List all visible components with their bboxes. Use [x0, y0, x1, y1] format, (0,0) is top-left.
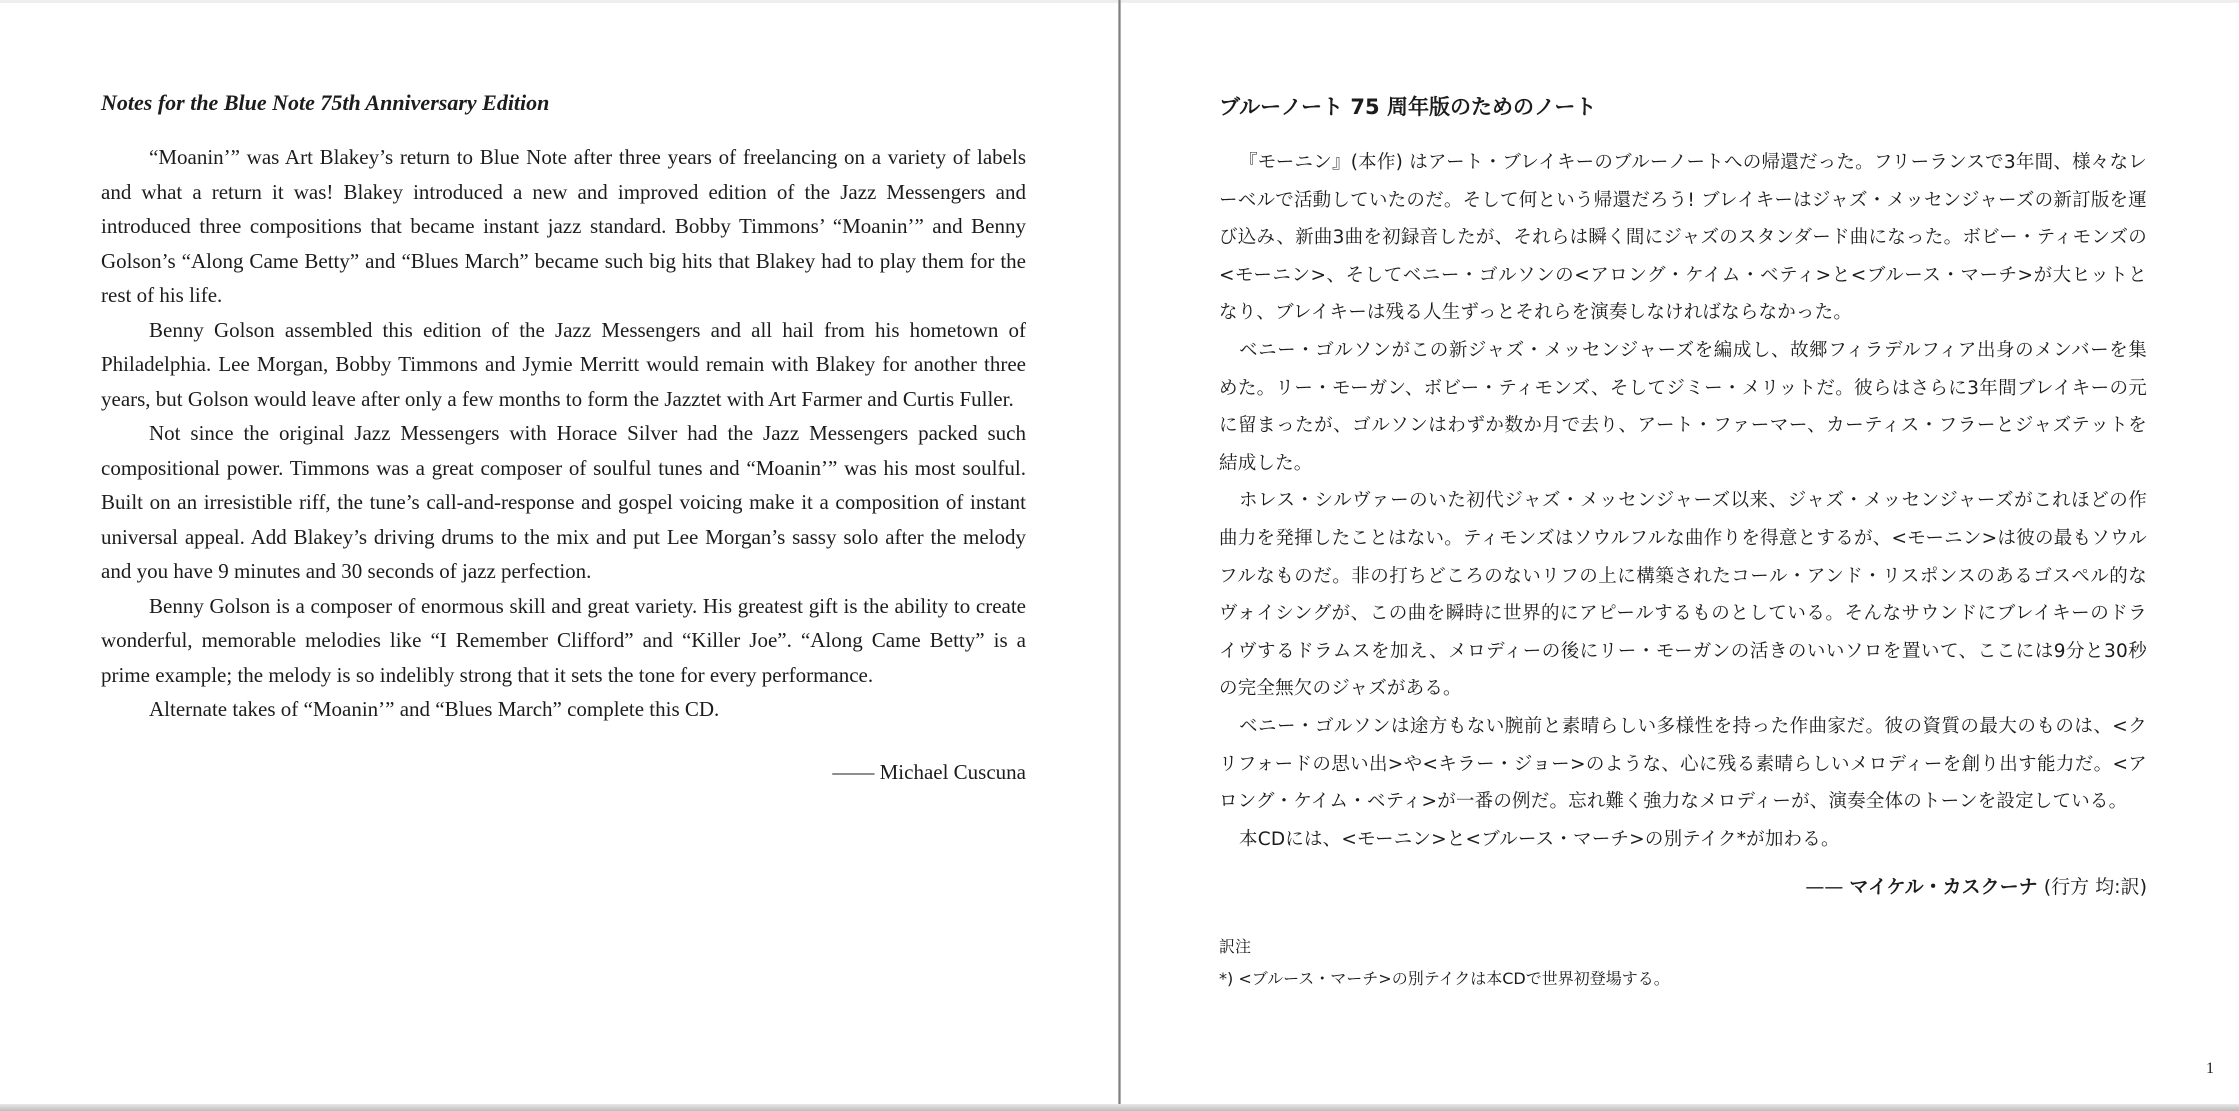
signature-name: マイケル・カスクーナ: [1849, 876, 2038, 899]
english-paragraph-4: Benny Golson is a composer of enormous skill and great variety. His greatest gift is the ability to create wonderful, memorable melodies like “I Remember Clifford” and “Killer Joe”. “Along Came Betty” is a prime example; the melody is so indelibly strong that it sets the tone for every performance.: [101, 593, 1026, 687]
page-number: 1: [2206, 1060, 2214, 1077]
english-paragraph-1: “Moanin’” was Art Blakey’s return to Blue Note after three years of freelancing on a variety of labels and what a return it was! Blakey introduced a new and improved edition of the Jazz Messengers and introduced three compositions that became instant jazz standard. Bobby Timmons’ “Moanin’” and Benny Golson’s “Along Came Betty” and “Blues March” became such big hits that Blakey had to play them for the rest of his life.: [101, 145, 1026, 307]
japanese-signature: [1219, 870, 2147, 904]
english-paragraph-3: Not since the original Jazz Messengers with Horace Silver had the Jazz Messengers packed such compositional power. Timmons was a great composer of soulful tunes and “Moanin’” was his most soulful. Built on an irresistible riff, the tune’s call-and-response and gospel voicing make it a composition of instant universal appeal. Add Blakey’s driving drums to the mix and put Lee Morgan’s sassy solo after the melody and you have 9 minutes and 30 seconds of jazz perfection.: [101, 421, 1026, 583]
japanese-title: ブルーノート 75 周年版のためのノート: [1219, 95, 1597, 119]
left-page: [101, 88, 1026, 789]
bottom-edge: [0, 1104, 2239, 1111]
translator-note-item: *) <ブルース・マーチ>の別テイクは本CDで世界初登場する。: [1219, 969, 1670, 989]
english-title: Notes for the Blue Note 75th Anniversary Edition: [101, 90, 550, 115]
english-paragraph-5: Alternate takes of “Moanin’” and “Blues March” complete this CD.: [149, 697, 720, 721]
translator-notes-heading: 訳注: [1219, 937, 1252, 957]
page-gutter: [1118, 0, 1121, 1111]
japanese-paragraph-1: 『モーニン』(本作) はアート・ブレイキーのブルーノートへの帰還だった。フリーランスで3年間、様々なレーベルで活動していたのだ。そして何という帰還だろう! ブレイキーはジャズ・メッセンジャーズの新訂版を運び込み、新曲3曲を初録音したが、それらは瞬く間にジャズのスタンダード曲になった。ボビー・ティモンズの<モーニン>、そしてベニー・ゴルソンの<アロング・ケイム・ベティ>と<ブルース・マーチ>が大ヒットとなり、ブレイキーは残る人生ずっとそれらを演奏しなければならなかった。: [1219, 152, 2147, 324]
english-paragraph-2: Benny Golson assembled this edition of the Jazz Messengers and all hail from his hometown of Philadelphia. Lee Morgan, Bobby Timmons and Jymie Merritt would remain with Blakey for another three years, but Golson would leave after only a few months to form the Jazztet with Art Farmer and Curtis Fuller.: [101, 317, 1026, 411]
japanese-paragraph-2: ベニー・ゴルソンがこの新ジャズ・メッセンジャーズを編成し、故郷フィラデルフィア出身のメンバーを集めた。リー・モーガン、ボビー・ティモンズ、そしてジミー・メリットだ。彼らはさらに3年間ブレイキーの元に留まったが、ゴルソンはわずか数か月で去り、アート・ファーマー、カーティス・フラーとジャズテットを結成した。: [1219, 339, 2147, 474]
right-page: [1219, 92, 2147, 992]
japanese-paragraph-4: ベニー・ゴルソンは途方もない腕前と素晴らしい多様性を持った作曲家だ。彼の資質の最大のものは、<クリフォードの思い出>や<キラー・ジョー>のような、心に残る素晴らしいメロディーを創り出す能力だ。<アロング・ケイム・ベティ>が一番の例だ。忘れ難く強力なメロディーが、演奏全体のトーンを設定している。: [1219, 715, 2147, 813]
english-signature: —— Michael Cuscuna: [832, 759, 1026, 784]
japanese-paragraph-5: 本CDには、<モーニン>と<ブルース・マーチ>の別テイク*が加わる。: [1239, 828, 1840, 850]
japanese-paragraph-3: ホレス・シルヴァーのいた初代ジャズ・メッセンジャーズ以来、ジャズ・メッセンジャーズがこれほどの作曲力を発揮したことはない。ティモンズはソウルフルな曲作りを得意とするが、<モーニン>は彼の最もソウルフルなものだ。非の打ちどころのないリフの上に構築されたコール・アンド・リスポンスのあるゴスペル的なヴォイシングが、この曲を瞬時に世界的にアピールするものとしている。そんなサウンドにブレイキーのドライヴするドラムスを加え、メロディーの後にリー・モーガンの活きのいいソロを置いて、ここには9分と30秒の完全無欠のジャズがある。: [1219, 490, 2147, 700]
signature-dash: ——: [1805, 876, 1844, 899]
signature-translator: (行方 均:訳): [2043, 876, 2147, 899]
